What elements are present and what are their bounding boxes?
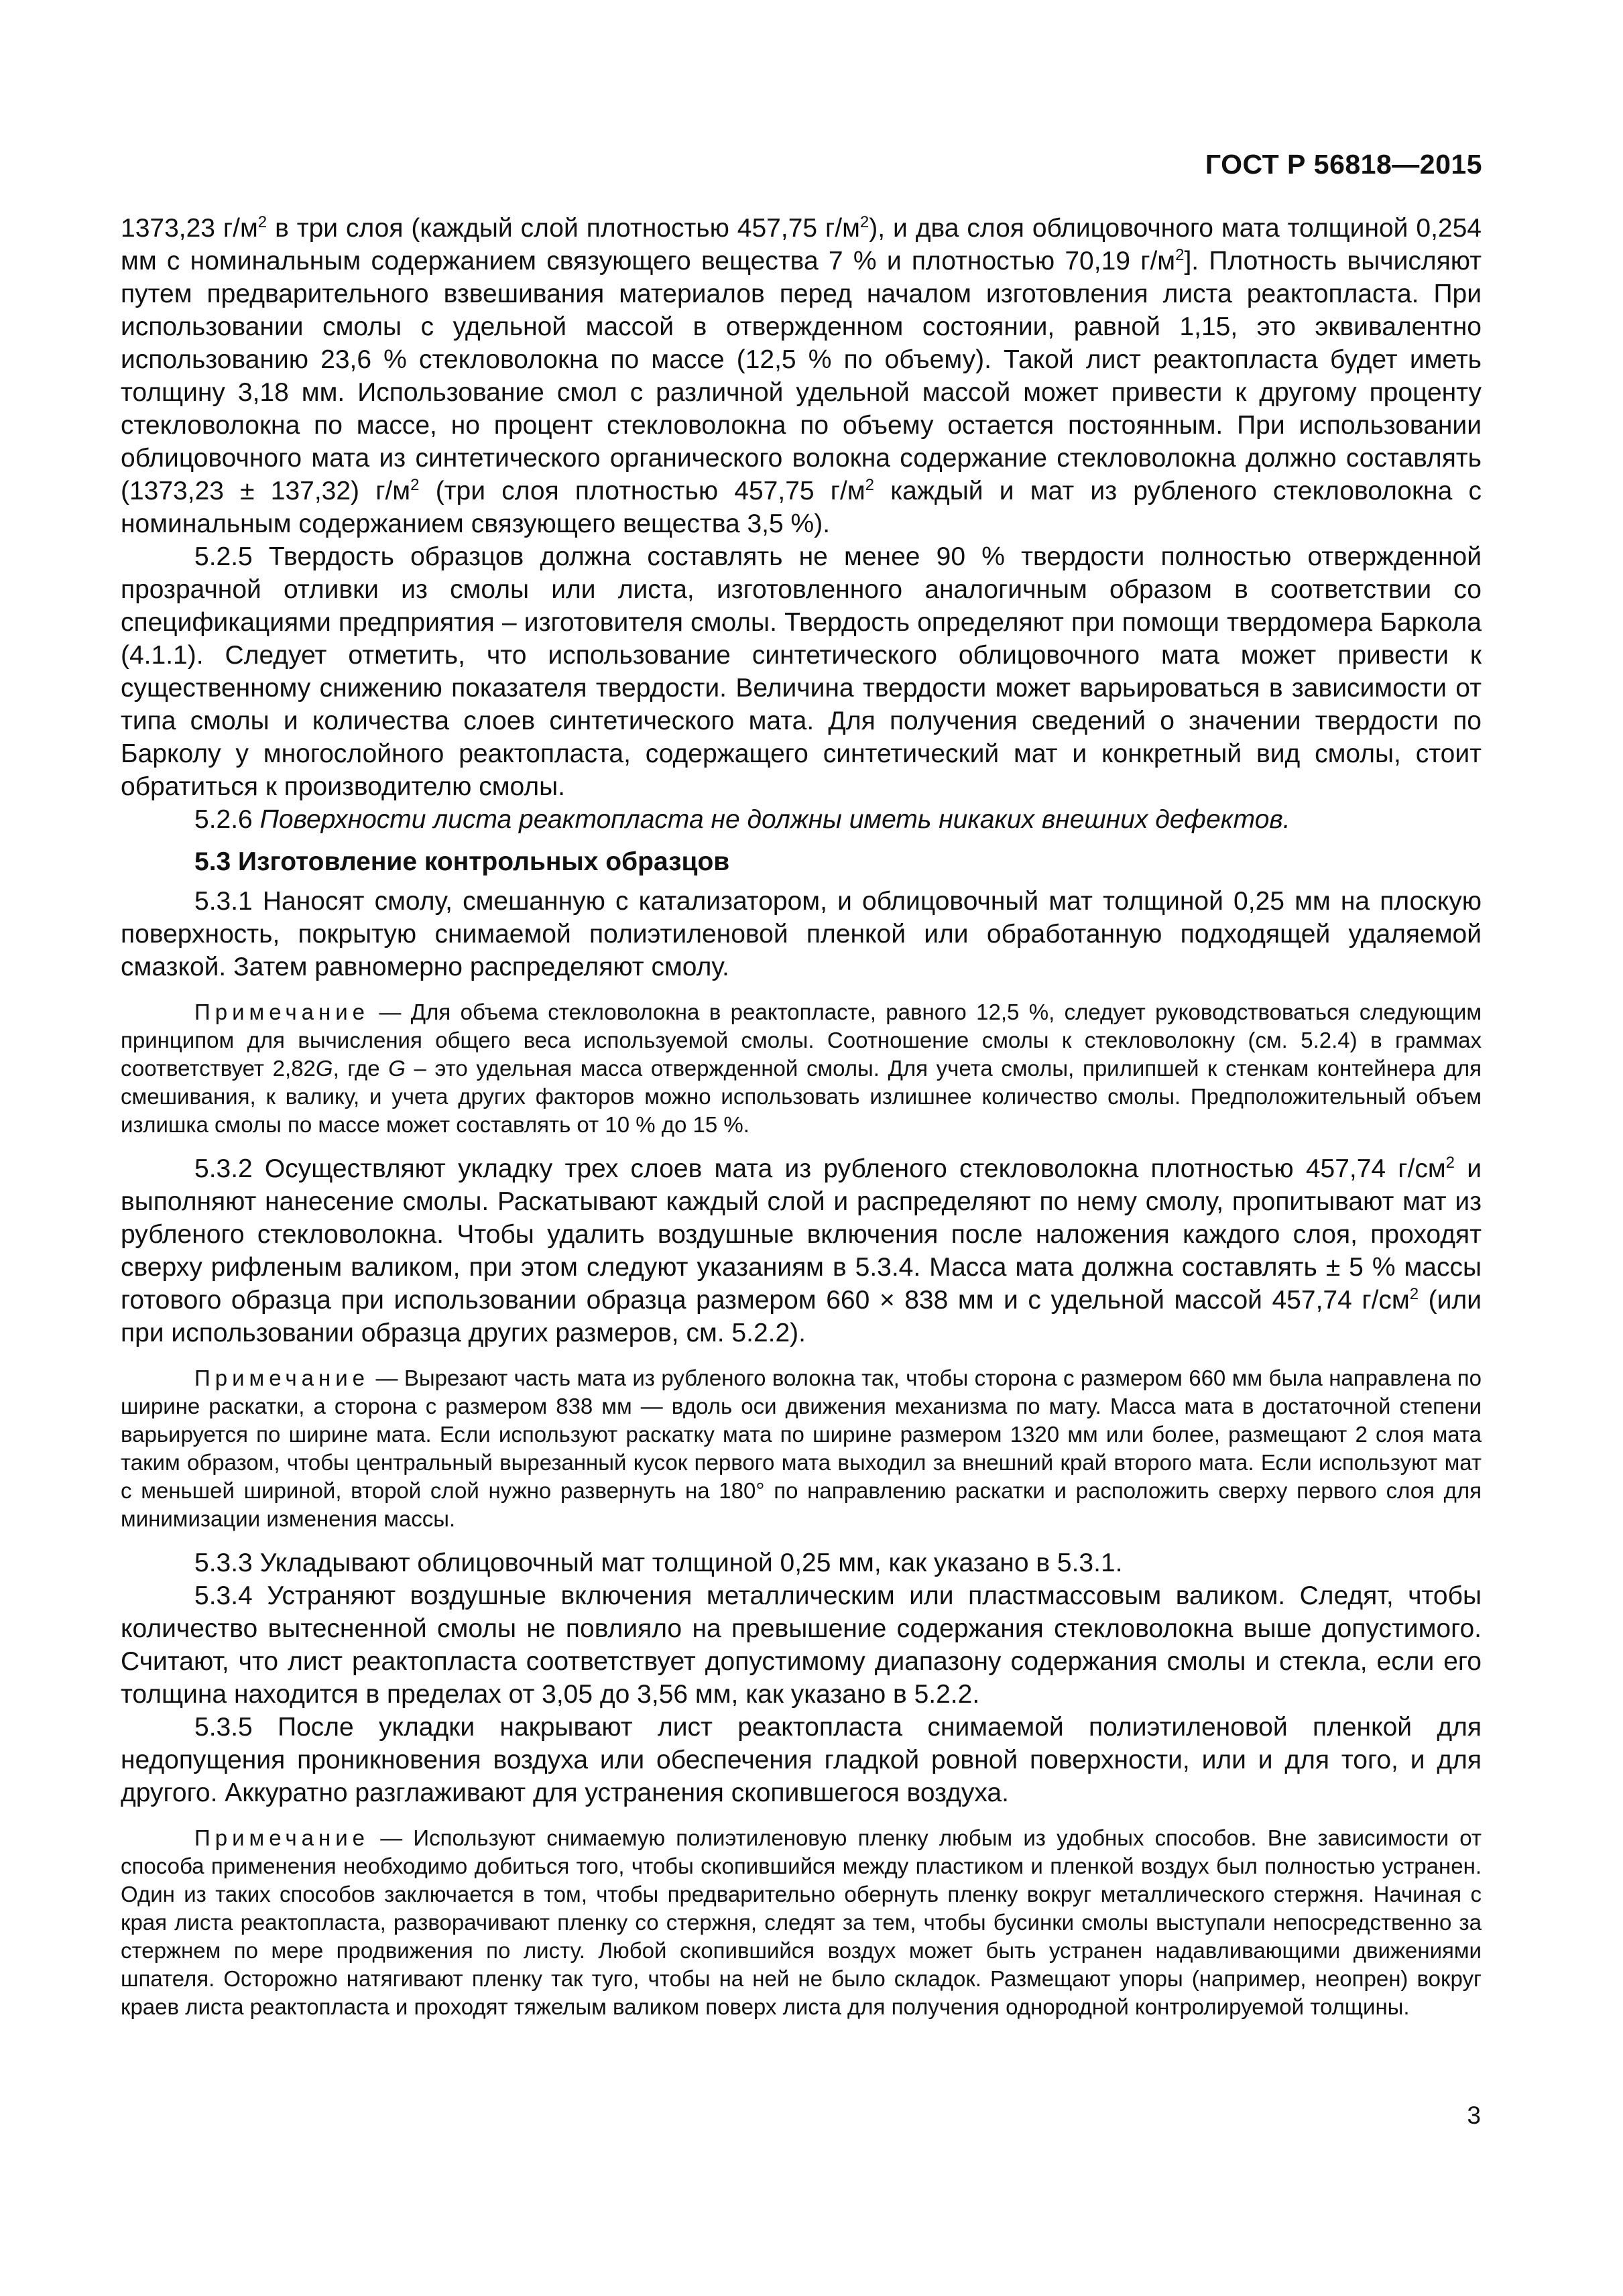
note-2: Примечание — Вырезают часть мата из рубленого волокна так, чтобы сторона с размером 660 мм была направлена по ширине раскатки, а сторона с размером 838 мм — вдоль оси движения механизма по мату. Масса мата в достаточной степени варьируется по ширине мата. Если используют раскатку мата по ширине размером 1320 мм или более, размещают 2 слоя мата таким образом, чтобы центральный вырезанный кусок первого мата выходил за внешний край второго мата. Если используют мат с меньшей шириной, второй слой нужно развернуть на 180° по направлению раскатки и расположить сверху первого слоя для минимизации изменения массы. (121, 1366, 1482, 1531)
page-number: 3 (1467, 2102, 1481, 2129)
paragraph-5-3-3: 5.3.3 Укладывают облицовочный мат толщиной 0,25 мм, как указано в 5.3.1. (194, 1549, 1123, 1577)
standard-header: ГОСТ Р 56818—2015 (1205, 149, 1482, 180)
paragraph-5-3-2: 5.3.2 Осуществляют укладку трех слоев мата из рубленого стекловолокна плотностью 457,74 $г/см^2$ и выполняют нанесение смолы. Раскатывают каждый слой и распределяют по нему смолу, пропитывают мат из рубленого стекловолокна. Чтобы удалить воздушные включения после наложения каждого слоя, проходят сверху рифленым валиком, при этом следуют указаниям в 5.3.4. Масса мата должна составлять ± 5 % массы готового образца при использовании образца размером 660 × 838 мм и с удельной массой 457,74 $г/см^2$ (или при использовании образца других размеров, см. 5.2.2). (121, 1154, 1482, 1347)
paragraph-5-2-5: 5.2.5 Твердость образцов должна составлять не менее 90 % твердости полностью отвержденной прозрачной отливки из смолы или листа, изготовленного аналогичным образом в соответствии со спецификациями предприятия – изготовителя смолы. Твердость определяют при помощи твердомера Баркола (4.1.1). Следует отметить, что использование синтетического облицовочного мата может привести к существенному снижению показателя твердости. Величина твердости может варьироваться в зависимости от типа смолы и количества слоев синтетического мата. Для получения сведений о значении твердости по Барколу у многослойного реактопласта, содержащего синтетический мат и конкретный вид смолы, стоит обратиться к производителю смолы. (121, 542, 1482, 801)
paragraph-5-3-1: 5.3.1 Наносят смолу, смешанную с катализатором, и облицовочный мат толщиной 0,25 мм на плоскую поверхность, покрытую снимаемой полиэтиленовой пленкой или обработанную подходящей удаляемой смазкой. Затем равномерно распределяют смолу. (121, 887, 1482, 981)
paragraph-5-2-6: 5.2.6 Поверхности листа реактопласта не должны иметь никаких внешних дефектов. (194, 805, 1290, 834)
note-1: Примечание — Для объема стекловолокна в реактопласте, равного 12,5 %, следует руководствоваться следующим принципом для вычисления общего веса используемой смолы. Соотношение смолы к стекловолокну (см. 5.2.4) в граммах соответствует 2,82G, где G – это удельная масса отвержденной смолы. Для учета смолы, прилипшей к стенкам контейнера для смешивания, к валику, и учета других факторов можно использовать излишнее количество смолы. Предположительный объем излишка смолы по массе может составлять от 10 % до 15 %. (121, 1000, 1482, 1137)
paragraph-5-3-5: 5.3.5 После укладки накрывают лист реактопласта снимаемой полиэтиленовой пленкой для недопущения проникновения воздуха или обеспечения гладкой ровной поверхности, или и для того, и для другого. Аккуратно разглаживают для устранения скопившегося воздуха. (121, 1713, 1482, 1807)
document-body (121, 212, 1482, 2035)
paragraph-continuation: 1373,23 $г/м^2$ в три слоя (каждый слой плотностью 457,75 $г/м^2$), и два слоя облицовочного мата толщиной 0,254 мм с номинальным содержанием связующего вещества 7 % и плотностью 70,19 $г/м^2$]. Плотность вычисляют путем предварительного взвешивания материалов перед началом изготовления листа реактопласта. При использовании смолы с удельной массой в отвержденном состоянии, равной 1,15, это эквивалентно использованию 23,6 % стекловолокна по массе (12,5 % по объему). Такой лист реактопласта будет иметь толщину 3,18 мм. Использование смол с различной удельной массой может привести к другому проценту стекловолокна по массе, но процент стекловолокна по объему остается постоянным. При использовании облицовочного мата из синтетического органического волокна содержание стекловолокна должно составлять (1373,23 ± 137,32) $г/м^2$ (три слоя плотностью 457,75 $г/м^2$ каждый и мат из рубленого стекловолокна с номинальным содержанием связующего вещества 3,5 %). (121, 213, 1482, 538)
paragraph-5-3-4: 5.3.4 Устраняют воздушные включения металлическим или пластмассовым валиком. Следят, чтобы количество вытесненной смолы не повлияло на превышение содержания стекловолокна выше допустимого. Считают, что лист реактопласта соответствует допустимому диапазону содержания смолы и стекла, если его толщина находится в пределах от 3,05 до 3,56 мм, как указано в 5.2.2. (121, 1581, 1482, 1709)
note-3: Примечание — Используют снимаемую полиэтиленовую пленку любым из удобных способов. Вне зависимости от способа применения необходимо добиться того, чтобы скопившийся между пластиком и пленкой воздух был полностью устранен. Один из таких способов заключается в том, чтобы предварительно обернуть пленку вокруг металлического стержня. Начиная с края листа реактопласта, разворачивают пленку со стержня, следят за тем, чтобы бусинки смолы выступали непосредственно за стержнем по мере продвижения по листу. Любой скопившийся воздух может быть устранен надавливающими движениями шпателя. Осторожно натягивают пленку так туго, чтобы на ней не было складок. Размещают упоры (например, неопрен) вокруг краев листа реактопласта и проходят тяжелым валиком поверх листа для получения однородной контролируемой толщины. (121, 1825, 1482, 2019)
section-heading-5-3: 5.3 Изготовление контрольных образцов (194, 847, 730, 876)
